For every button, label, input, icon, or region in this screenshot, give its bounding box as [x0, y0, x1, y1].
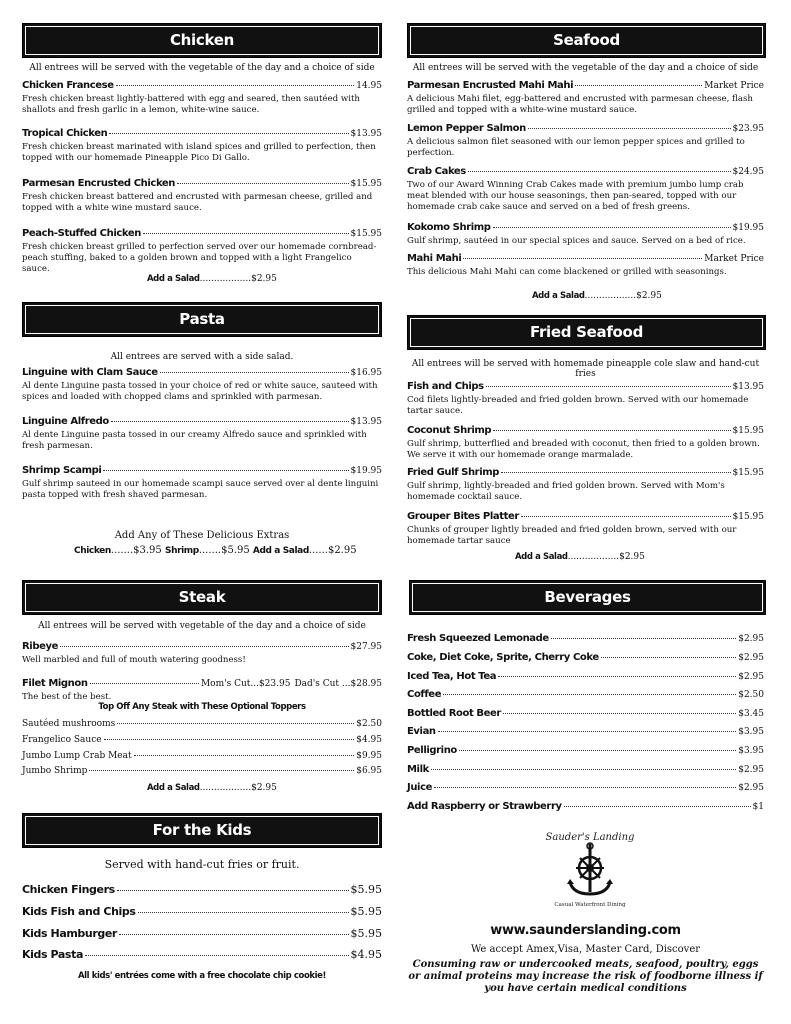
- menu-item: [407, 467, 764, 503]
- item-price: $15.95: [732, 512, 764, 522]
- add-salad-line: Add a Salad..................$2.95: [147, 783, 277, 793]
- dads-cut: Dad's Cut ...: [294, 679, 351, 689]
- menu-item: [407, 80, 764, 116]
- seafood-note: All entrees will be served with the vegetable of the day and a choice of side: [412, 63, 759, 73]
- beverage-name: Coke, Diet Coke, Sprite, Cherry Coke: [407, 652, 599, 663]
- item-description: A delicious Mahi filet, egg-battered and encrusted with parmesan cheese, flash grilled and topped with a white-wine mustard sauce.: [407, 94, 753, 115]
- menu-item: [407, 166, 764, 213]
- item-description: Al dente Linguine pasta tossed in our creamy Alfredo sauce and sprinkled with fresh parmesan.: [22, 430, 367, 451]
- beverage-name: Iced Tea, Hot Tea: [407, 671, 497, 682]
- beverage-row: [407, 801, 764, 813]
- beverage-row: [407, 689, 764, 701]
- item-name: Kids Fish and Chips: [22, 905, 136, 918]
- beverage-name: Pelligrino: [407, 745, 457, 756]
- item-price: $13.95: [350, 129, 382, 139]
- kids-item: [22, 906, 382, 917]
- item-description: Well marbled and full of mouth watering goodness!: [22, 655, 246, 665]
- item-price: $19.95: [350, 466, 382, 476]
- item-name: Fish and Chips: [407, 381, 484, 392]
- logo-tagline: Casual Waterfront Dining: [554, 902, 626, 908]
- beverage-price: $3.95: [738, 727, 764, 737]
- topper-price: $6.95: [356, 766, 382, 776]
- add-salad-label: Add a Salad: [147, 783, 200, 793]
- menu-item: [22, 228, 382, 275]
- beverage-price: $2.95: [738, 653, 764, 663]
- item-name: Shrimp Scampi: [22, 465, 102, 476]
- item-name: Lemon Pepper Salmon: [407, 123, 526, 134]
- add-salad-price: $2.95: [251, 783, 277, 793]
- topper-name: Jumbo Lump Crab Meat: [22, 751, 132, 761]
- item-name: Kids Hamburger: [22, 927, 117, 940]
- beverage-price: $2.95: [738, 672, 764, 682]
- website-link[interactable]: www.saunderslanding.com: [490, 923, 681, 938]
- beverage-row: [407, 745, 764, 757]
- topper-price: $9.95: [356, 751, 382, 761]
- beverage-price: $1: [752, 802, 764, 812]
- item-price: $5.95: [350, 905, 382, 918]
- item-name: Tropical Chicken: [22, 128, 108, 139]
- beverage-price: $2.50: [738, 690, 764, 700]
- add-salad-price: $2.95: [636, 291, 662, 301]
- item-description: Cod filets lightly-breaded and fried golden brown. Served with our homemade tartar sauce.: [407, 395, 749, 416]
- item-description: Gulf shrimp sauteed in our homemade scampi sauce served over al dente linguini pasta topped with fresh shaved parmesan.: [22, 479, 379, 500]
- kids-item: [22, 884, 382, 895]
- item-price: $27.95: [350, 642, 382, 652]
- menu-item: [407, 381, 764, 417]
- menu-item: [22, 416, 382, 452]
- fried-seafood-header: Fried Seafood: [407, 315, 766, 350]
- item-price: $15.95: [350, 179, 382, 189]
- item-description: Chunks of grouper lightly breaded and fried golden brown, served with our homemade tartar sauce: [407, 525, 737, 546]
- beverage-name: Milk: [407, 764, 429, 775]
- item-price: $5.95: [350, 883, 382, 896]
- add-salad-line: Add a Salad..................$2.95: [532, 291, 662, 301]
- item-price: $15.95: [732, 426, 764, 436]
- item-name: Chicken Francese: [22, 80, 114, 91]
- item-name: Filet Mignon: [22, 678, 88, 689]
- pasta-header: Pasta: [22, 302, 382, 337]
- beverage-name: Fresh Squeezed Lemonade: [407, 633, 549, 644]
- item-price: $15.95: [350, 229, 382, 239]
- item-description: Fresh chicken breast battered and encrusted with parmesan cheese, grilled and topped with a white wine mustard sauce.: [22, 192, 373, 213]
- beverage-name: Coffee: [407, 689, 442, 700]
- item-description: Fresh chicken breast marinated with island spices and grilled to perfection, then topped with our homemade Pineapple Pico Di Gallo.: [22, 142, 376, 163]
- beverage-name: Add Raspberry or Strawberry: [407, 801, 562, 812]
- extra-name: Chicken: [74, 546, 111, 556]
- add-salad-price: $2.95: [251, 274, 277, 284]
- item-name: Kokomo Shrimp: [407, 222, 491, 233]
- item-description: Fresh chicken breast lightly-battered with egg and seared, then sautéed with shallots and fresh garlic in a lemon, white-wine sauce.: [22, 94, 360, 115]
- menu-item: [407, 253, 764, 278]
- restaurant-logo: [543, 826, 637, 918]
- topper-row: [22, 751, 382, 762]
- topper-name: Jumbo Shrimp: [22, 766, 88, 776]
- item-name: Parmesan Encrusted Mahi Mahi: [407, 80, 574, 91]
- extras-title: Add Any of These Delicious Extras: [114, 530, 290, 541]
- add-salad-line: Add a Salad..................$2.95: [147, 274, 277, 284]
- fried-seafood-note: All entrees will be served with homemade pineapple cole slaw and hand-cut fries: [411, 359, 760, 379]
- menu-item: [22, 367, 382, 403]
- beverage-price: $3.45: [738, 709, 764, 719]
- item-description: Gulf shrimp, lightly-breaded and fried golden brown. Served with Mom's homemade cocktail sauce.: [407, 481, 725, 502]
- item-name: Linguine Alfredo: [22, 416, 109, 427]
- menu-item: [407, 425, 764, 461]
- topper-price: $2.50: [356, 719, 382, 729]
- item-name: Linguine with Clam Sauce: [22, 367, 158, 378]
- item-description: This delicious Mahi Mahi can come blackened or grilled with seasonings.: [407, 267, 727, 277]
- beverage-name: Evian: [407, 726, 436, 737]
- menu-item: [22, 678, 382, 703]
- extra-price: $2.95: [327, 545, 357, 556]
- item-description: Al dente Linguine pasta tossed in your choice of red or white sauce, sauteed with spices and loaded with chopped clams and sprinkled with parmesan.: [22, 381, 378, 402]
- beverage-row: [407, 671, 764, 683]
- item-price: $13.95: [732, 382, 764, 392]
- pasta-note: All entrees are served with a side salad.: [110, 352, 294, 362]
- menu-item: [22, 178, 382, 214]
- kids-footer: All kids' entrées come with a free chocolate chip cookie!: [77, 971, 327, 981]
- beverage-price: $2.95: [738, 783, 764, 793]
- add-salad-line: Add a Salad..................$2.95: [515, 552, 645, 562]
- menu-item: [407, 511, 764, 547]
- item-description: Fresh chicken breast grilled to perfection served over our homemade cornbread-peach stuffing, baked to a golden brown and topped with a light Frangelico sauce.: [22, 242, 377, 274]
- add-salad-label: Add a Salad: [515, 552, 568, 562]
- beverage-name: Juice: [407, 782, 432, 793]
- beverage-price: $3.95: [738, 746, 764, 756]
- extras-line: Chicken.......$3.95 Shrimp.......$5.95 Add a Salad......$2.95: [74, 545, 357, 556]
- item-name: Chicken Fingers: [22, 883, 115, 896]
- chicken-header: Chicken: [22, 23, 382, 58]
- item-name: Coconut Shrimp: [407, 425, 492, 436]
- item-name: Crab Cakes: [407, 166, 466, 177]
- item-name: Kids Pasta: [22, 948, 83, 961]
- item-name: Mahi Mahi: [407, 253, 462, 264]
- item-price: $28.95: [350, 679, 382, 689]
- item-price: Market Price: [704, 81, 764, 91]
- kids-item: [22, 949, 382, 960]
- item-description: Gulf shrimp, sautéed in our special spices and sauce. Served on a bed of rice.: [407, 236, 746, 246]
- food-warning: Consuming raw or undercooked meats, seafood, poultry, eggs or animal proteins may increase the risk of foodborne illness if you have certain medical conditions: [408, 959, 763, 994]
- item-price: $13.95: [350, 417, 382, 427]
- anchor-icon: [543, 826, 637, 918]
- payment-methods: We accept Amex,Visa, Master Card, Discover: [470, 944, 701, 955]
- beverage-price: $2.95: [738, 634, 764, 644]
- beverage-price: $2.95: [738, 765, 764, 775]
- item-price: $16.95: [350, 368, 382, 378]
- topper-name: Frangelico Sauce: [22, 735, 102, 745]
- seafood-header: Seafood: [407, 23, 766, 58]
- kids-header: For the Kids: [22, 813, 382, 848]
- steak-note: All entrees will be served with vegetable of the day and a choice of side: [38, 621, 366, 631]
- item-name: Parmesan Encrusted Chicken: [22, 178, 176, 189]
- menu-item: [22, 80, 382, 116]
- item-description: The best of the best.: [22, 692, 112, 702]
- add-salad-label: Add a Salad: [532, 291, 585, 301]
- item-price: $23.95: [732, 124, 764, 134]
- item-price: Market Price: [704, 254, 764, 264]
- item-price: $5.95: [350, 927, 382, 940]
- beverage-row: [407, 764, 764, 776]
- item-name: Ribeye: [22, 641, 58, 652]
- item-price: $15.95: [732, 468, 764, 478]
- beverage-name: Bottled Root Beer: [407, 708, 501, 719]
- extra-price: $5.95: [221, 545, 250, 556]
- topper-row: [22, 766, 382, 777]
- menu-item: [22, 641, 382, 666]
- extra-name: Shrimp: [164, 546, 199, 556]
- item-description: Two of our Award Winning Crab Cakes made with premium jumbo lump crab meat blended with our house seasonings, then pan-seared, topped with our homemade crab cake sauce and served on a bed of fresh greens.: [407, 180, 744, 212]
- item-name: Peach-Stuffed Chicken: [22, 228, 141, 239]
- item-description: Gulf shrimp, butterflied and breaded with coconut, then fried to a golden brown. We serve it with our homemade orange marmalade.: [407, 439, 760, 460]
- toppers-title: Top Off Any Steak with These Optional Toppers: [98, 702, 306, 712]
- item-price: $4.95: [350, 948, 382, 961]
- steak-header: Steak: [22, 580, 382, 615]
- chicken-note: All entrees will be served with the vegetable of the day and a choice of side: [29, 63, 375, 73]
- topper-row: [22, 735, 382, 746]
- beverage-row: [407, 726, 764, 738]
- extra-price: $3.95: [133, 545, 162, 556]
- menu-item: [22, 465, 382, 501]
- add-salad-price: $2.95: [619, 552, 645, 562]
- extra-name: Add a Salad: [252, 546, 309, 556]
- beverage-row: [407, 652, 764, 664]
- topper-name: Sautéed mushrooms: [22, 719, 116, 729]
- item-price: $19.95: [732, 223, 764, 233]
- item-price: $24.95: [732, 167, 764, 177]
- topper-row: [22, 719, 382, 730]
- beverages-header: Beverages: [409, 580, 766, 615]
- item-price: 14.95: [356, 81, 382, 91]
- kids-item: [22, 928, 382, 939]
- topper-price: $4.95: [356, 735, 382, 745]
- logo-script-text: Sauder's Landing: [545, 832, 635, 843]
- menu-item: [407, 123, 764, 159]
- moms-cut: Mom's Cut...$23.95: [200, 679, 291, 689]
- beverage-row: [407, 708, 764, 720]
- beverage-row: [407, 782, 764, 794]
- beverage-row: [407, 633, 764, 645]
- item-name: Grouper Bites Platter: [407, 511, 519, 522]
- menu-item: [407, 222, 764, 247]
- item-name: Fried Gulf Shrimp: [407, 467, 500, 478]
- item-description: A delicious salmon filet seasoned with our lemon pepper spices and grilled to perfection.: [407, 137, 745, 158]
- add-salad-label: Add a Salad: [147, 274, 200, 284]
- menu-item: [22, 128, 382, 164]
- kids-note: Served with hand-cut fries or fruit.: [104, 858, 300, 871]
